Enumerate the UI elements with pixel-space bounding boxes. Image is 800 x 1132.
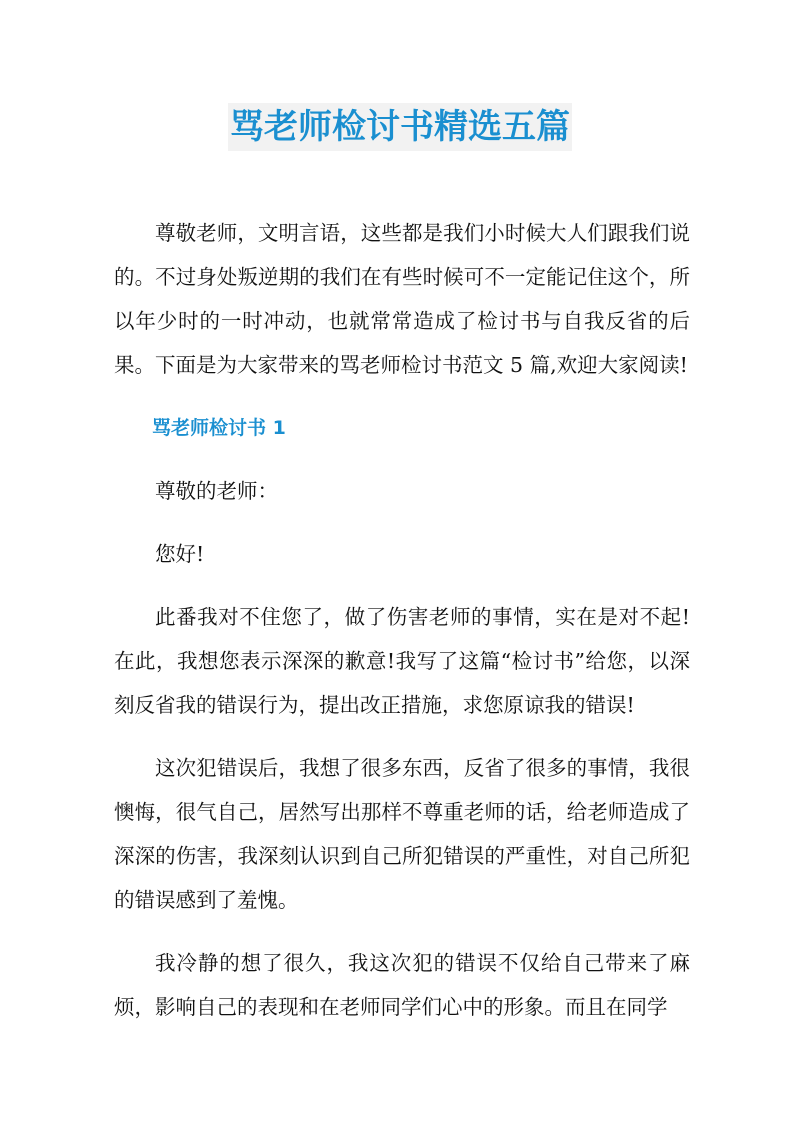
title-wrap [0,103,800,151]
section-heading: 骂老师检讨书 1 [152,417,286,439]
intro-paragraph: 尊敬老师，文明言语，这些都是我们小时候大人们跟我们说的。不过身处叛逆期的我们在有些时候可不一定能记住这个，所以年少时的一时冲动，也就常常造成了检讨书与自我反省的后果。下面是为大家带来的骂老师检讨书范文 5 篇,欢迎大家阅读! [114,221,690,377]
body-paragraph: 我冷静的想了很久，我这次犯的错误不仅给自己带来了麻烦，影响自己的表现和在老师同学们心中的形象。而且在同学 [114,951,690,1019]
document-body [114,211,690,1048]
greeting: 您好! [155,542,205,566]
body-paragraph: 这次犯错误后，我想了很多东西，反省了很多的事情，我很懊悔，很气自己，居然写出那样不尊重老师的话，给老师造成了深深的伤害，我深刻认识到自己所犯错误的严重性，对自己所犯的错误感到了羞愧。 [114,756,690,912]
body-paragraph: 此番我对不住您了，做了伤害老师的事情，实在是对不起!在此，我想您表示深深的歉意!我写了这篇“检讨书”给您，以深刻反省我的错误行为，提出改正措施，求您原谅我的错误! [114,605,690,717]
salutation: 尊敬的老师： [155,479,278,503]
page-title: 骂老师检讨书精选五篇 [228,103,572,151]
